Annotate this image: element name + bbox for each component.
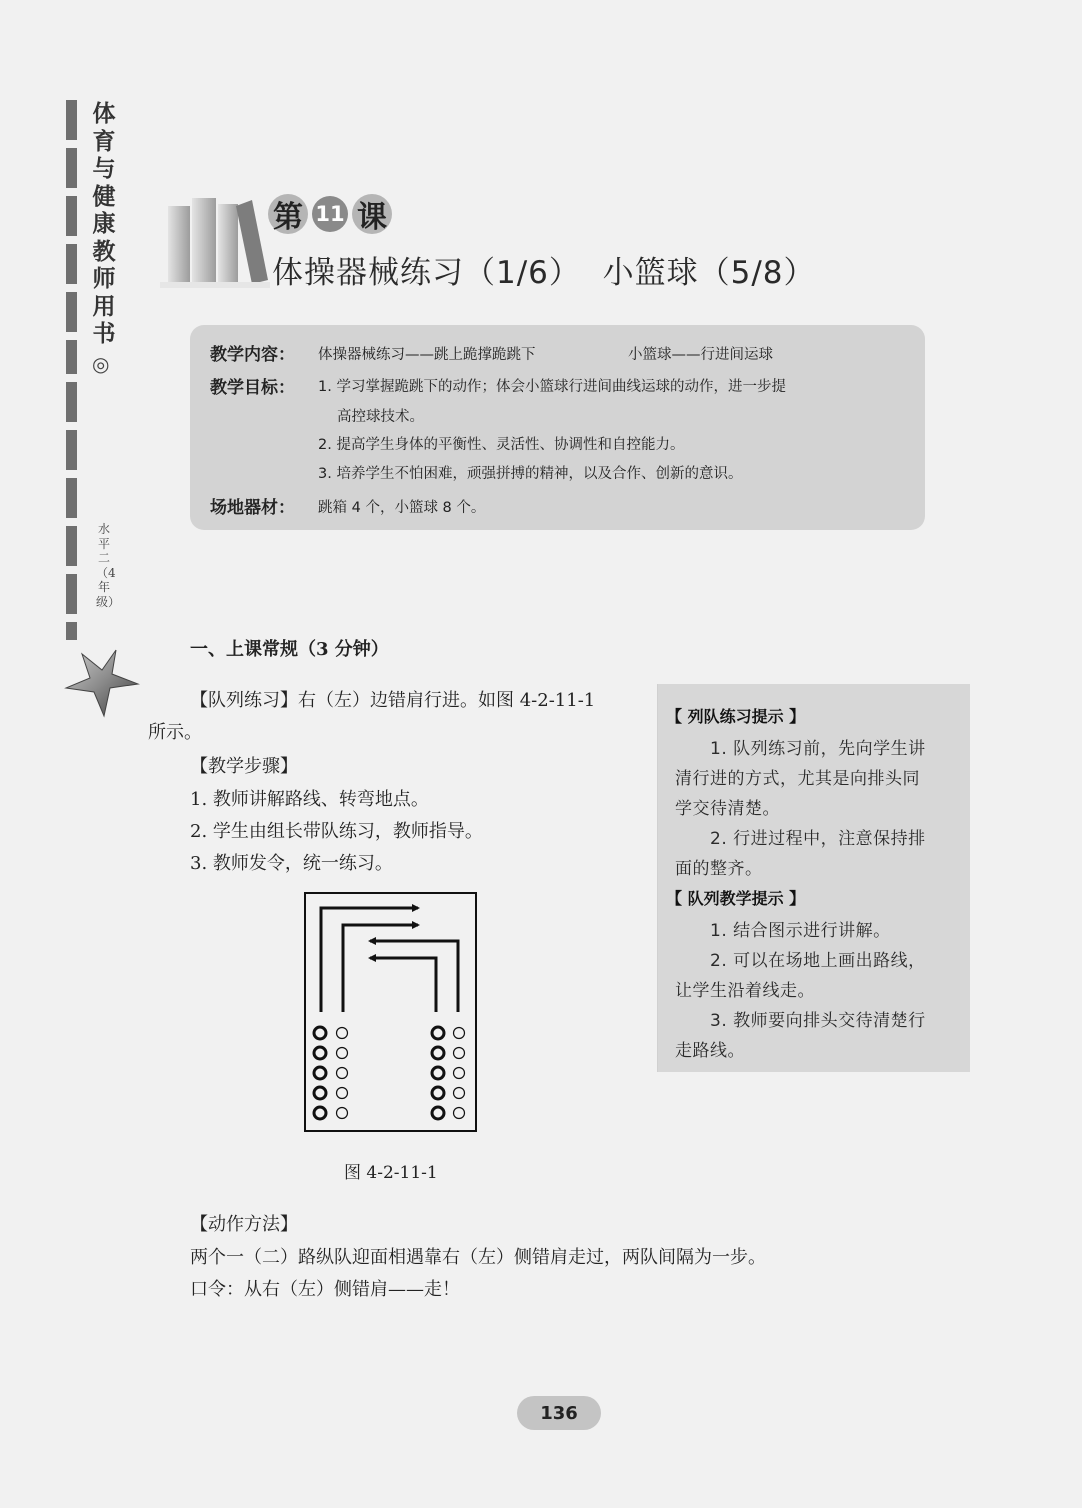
- goal-3: 3. 培养学生不怕困难，顽强拼搏的精神，以及合作、创新的意识。: [318, 466, 743, 482]
- goal-2: 2. 提高学生身体的平衡性、灵活性、协调性和自控能力。: [318, 437, 685, 453]
- tip-line: 1. 结合图示进行讲解。: [710, 921, 891, 941]
- section-heading: 一、上课常规（3 分钟）: [190, 639, 389, 660]
- tip-heading-drill: 【 列队练习提示 】: [666, 707, 806, 726]
- book-title: 体育与健康教师用书: [92, 100, 116, 347]
- student-group-right: [432, 1027, 465, 1119]
- drill-intro: 【队列练习】右（左）边错肩行进。如图 4-2-11-1: [190, 690, 596, 711]
- step-2: 2. 学生由组长带队练习，教师指导。: [190, 821, 483, 842]
- goal-label: 教学目标：: [210, 378, 295, 398]
- route-arrow-left-inner: [343, 925, 418, 1012]
- tip-line: 3. 教师要向排头交待清楚行: [710, 1011, 926, 1031]
- method-title: 【动作方法】: [190, 1214, 298, 1235]
- goal-1-cont: 高控球技术。: [337, 409, 424, 425]
- route-arrow-right-outer: [370, 941, 458, 1012]
- tip-line: 2. 可以在场地上画出路线，: [710, 951, 926, 971]
- lesson-title-prefix: 第: [268, 194, 308, 234]
- grade-level: 水平二（4年级）: [96, 522, 121, 609]
- step-3: 3. 教师发令，统一练习。: [190, 853, 393, 874]
- command-text: 口令：从右（左）侧错肩——走！: [190, 1279, 460, 1300]
- lesson-title: [268, 194, 392, 234]
- goal-1: 1. 学习掌握跪跳下的动作；体会小篮球行进间曲线运球的动作，进一步提: [318, 379, 786, 395]
- books-icon: [160, 192, 270, 288]
- student-group-left: [314, 1027, 348, 1119]
- equipment-text: 跳箱 4 个，小篮球 8 个。: [318, 500, 486, 516]
- page-number: 136: [517, 1396, 601, 1430]
- figure-caption: 图 4-2-11-1: [344, 1163, 438, 1183]
- teaching-info-box: [190, 325, 925, 530]
- drill-intro-cont: 所示。: [148, 722, 202, 743]
- tip-line: 清行进的方式，尤其是向排头同: [675, 769, 920, 789]
- route-arrow-right-inner: [370, 958, 436, 1012]
- tip-line: 1. 队列练习前，先向学生讲: [710, 739, 926, 759]
- tip-line: 让学生沿着线走。: [675, 981, 815, 1001]
- tip-heading-teaching: 【 队列教学提示 】: [666, 889, 806, 908]
- spine-mark: ◎: [92, 352, 110, 376]
- tip-line: 走路线。: [675, 1041, 745, 1061]
- content-label: 教学内容：: [210, 345, 295, 365]
- lesson-number: 11: [312, 196, 348, 232]
- formation-diagram: [304, 892, 477, 1132]
- spine-decoration: [66, 100, 78, 640]
- content-item-gymnastics: 体操器械练习——跳上跪撑跪跳下: [318, 347, 536, 363]
- tip-line: 面的整齐。: [675, 859, 763, 879]
- lesson-title-suffix: 课: [352, 194, 392, 234]
- method-text: 两个一（二）路纵队迎面相遇靠右（左）侧错肩走过，两队间隔为一步。: [190, 1247, 766, 1268]
- tip-line: 2. 行进过程中，注意保持排: [710, 829, 926, 849]
- equipment-label: 场地器材：: [210, 498, 295, 518]
- step-1: 1. 教师讲解路线、转弯地点。: [190, 789, 429, 810]
- lesson-subtitle: 体操器械练习（1/6） 小篮球（5/8）: [272, 255, 816, 291]
- content-item-basketball: 小篮球——行进间运球: [628, 347, 773, 363]
- star-icon: [64, 648, 140, 718]
- steps-title: 【教学步骤】: [190, 756, 298, 777]
- tip-line: 学交待清楚。: [675, 799, 780, 819]
- tips-sidebar: [657, 684, 970, 1072]
